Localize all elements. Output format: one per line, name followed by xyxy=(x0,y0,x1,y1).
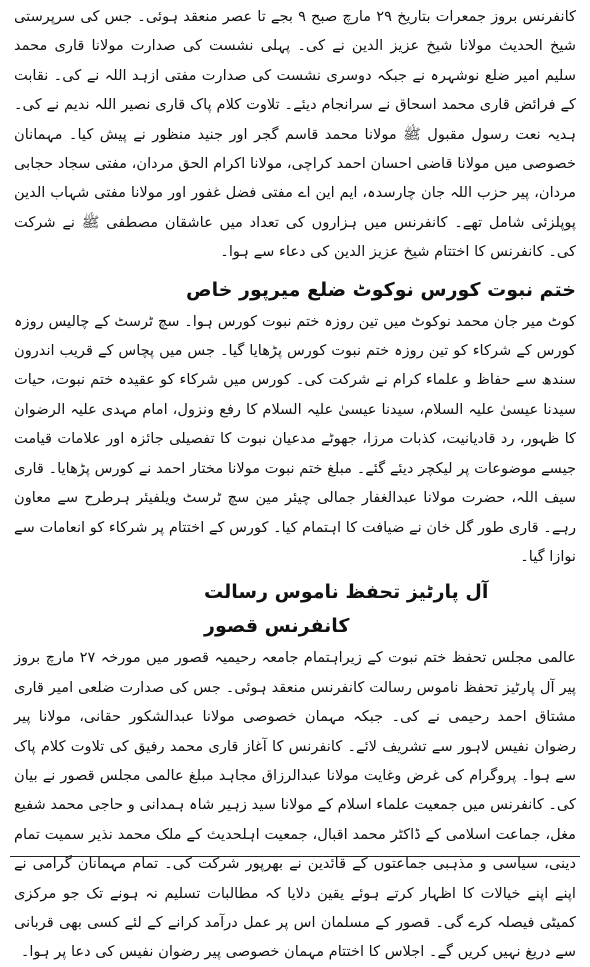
heading-all-parties-conference: آل پارٹیز تحفظ ناموس رسالت کانفرنس قصور xyxy=(204,581,489,638)
paragraph-course-report: کوٹ میر جان محمد نوکوٹ میں تین روزہ ختم نبوت کورس ہوا۔ سچ ٹرسٹ کے چالیس روزہ کورس کے شرکاء کو تین روزہ ختم نبوت کورس پڑھایا گیا۔ جس میں پچاس کے قریب اندرون سندھ سے حفاظ و علماء کرام نے شرکت کی۔ کورس میں شرکاء کو عقیدہ ختم نبوت، حیات سیدنا عیسیٰ علیہ السلام، سیدنا عیسیٰ علیہ السلام کا رفع ونزول، امام مہدی علیہ الرضوان کا ظہور، رد قادیانیت، کذبات مرزا، جھوٹے مدعیان نبوت کا تفصیلی جائزہ اور علامات قیامت جیسے موضوعات پر لیکچر دیئے گئے۔ مبلغ ختم نبوت مولانا مختار احمد نے کورس پڑھایا۔ قاری سیف اللہ، حضرت مولانا عبدالغفار جمالی چیئر مین سچ ٹرسٹ ویلفیئر ہرطرح سے معاون رہے۔ قاری طور گل خان نے ضیافت کا اہتمام کیا۔ کورس کے اختتام پر شرکاء کو انعامات سے نوازا گیا۔ xyxy=(14,312,576,565)
heading-khatm-e-nubuwwat-course: ختم نبوت کورس نوکوٹ ضلع میرپور خاص xyxy=(186,278,576,301)
paragraph-conference-report: کانفرنس بروز جمعرات بتاریخ ۲۹ مارچ صبح ۹ بجے تا عصر منعقد ہوئی۔ جس کی سرپرستی شیخ الحدیث مولانا شیخ عزیز الدین نے کی۔ پہلی نشست کی صدارت مولانا قاری محمد سلیم امیر ضلع نوشہرہ نے جبکہ دوسری نشست کی صدارت مفتی ازہد اللہ نے کی۔ نقابت کے فرائض قاری محمد اسحاق نے سرانجام دیئے۔ تلاوت کلام پاک قاری نصیر اللہ ندیم نے کی۔ ہدیہ نعت رسول مقبول ﷺ مولانا محمد قاسم گجر اور جنید منظور نے پیش کیا۔ مہمانان خصوصی میں مولانا قاضی احسان احمد کراچی، مولانا اکرام الحق مردان، مفتی سجاد حجابی مردان، پیر حزب اللہ جان چارسدہ، ایم این اے مفتی فضل غفور اور مولانا مفتی شہاب الدین پوپلزئی شامل تھے۔ کانفرنس میں ہزاروں کی تعداد میں عاشقان مصطفی ﷺ نے شرکت کی۔ کانفرنس کا اختتام شیخ عزیز الدین کی دعاء سے ہوا۔ xyxy=(14,8,576,261)
bottom-divider xyxy=(10,856,580,857)
paragraph-kasur-conference-report: عالمی مجلس تحفظ ختم نبوت کے زیراہتمام جامعہ رحیمیہ قصور میں مورخہ ۲۷ مارچ بروز پیر آل پارٹیز تحفظ ناموس رسالت کانفرنس منعقد ہوئی۔ جس کی صدارت ضلعی امیر قاری مشتاق احمد رحیمی نے کی۔ جبکہ مہمان خصوصی مولانا عبدالشکور حقانی، مولانا پیر رضوان نفیس لاہور سے تشریف لائے۔ کانفرنس کا آغاز قاری محمد رفیق کی تلاوت کلام پاک سے ہوا۔ پروگرام کی غرض وغایت مولانا عبدالرزاق مجاہد مبلغ عالمی مجلس قصور نے بیان کی۔ کانفرنس میں جمعیت علماء اسلام کے مولانا سید زہیر شاہ ہمدانی و حاجی محمد شفیع مغل، جماعت اسلامی کے ڈاکٹر محمد اقبال، جمعیت اہلحدیث کے ملک محمد نذیر سمیت تمام دینی، سیاسی و مذہبی جماعتوں کے قائدین نے بھرپور شرکت کی۔ تمام مہمانان گرامی نے اپنے اپنے خیالات کا اظہار کرتے ہوئے یقین دلایا کہ مطالبات تسلیم نہ ہونے تک جو مرکزی کمیٹی فیصلہ کرے گی۔ قصور کے مسلمان اس پر عمل درآمد کرانے کے لئے کسی بھی قربانی سے دریغ نہیں کریں گے۔ اجلاس کا اختتام مہمان خصوصی پیر رضوان نفیس کی دعا پر ہوا۔ xyxy=(14,649,577,961)
